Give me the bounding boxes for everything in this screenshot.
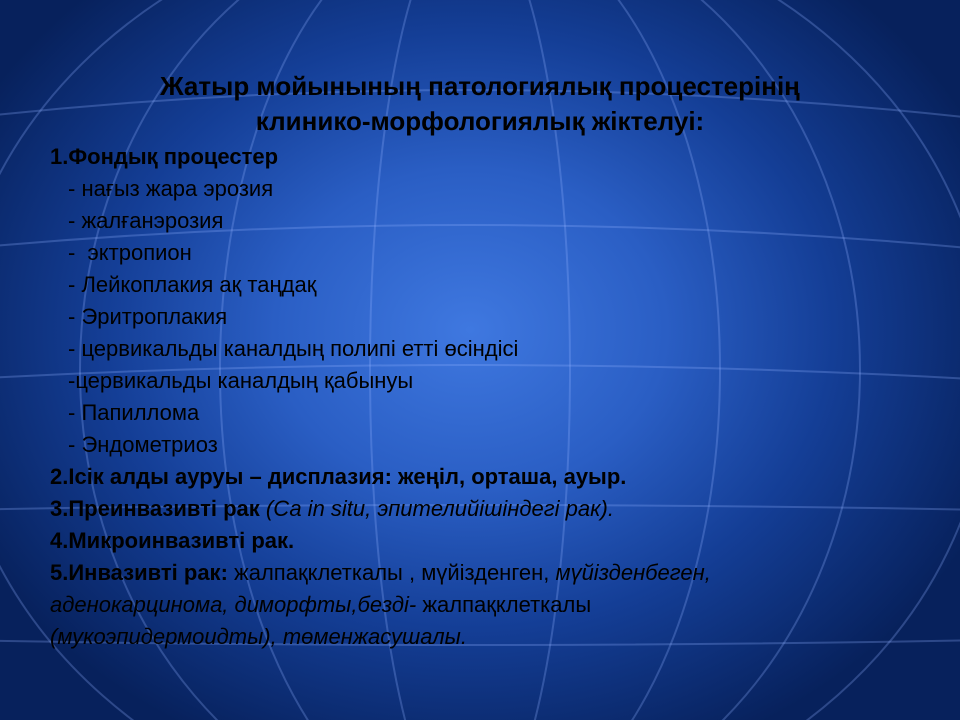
list-item: - эктропион xyxy=(68,240,192,265)
heading-3-bold: 3.Преинвазивті рак xyxy=(50,496,266,521)
list-item: -цервикальды каналдың қабынуы xyxy=(68,368,414,393)
heading-5-bold: 5.Инвазивті рак: xyxy=(50,560,235,585)
list-item: - Эндометриоз xyxy=(68,432,218,457)
list-item: - цервикальды каналдың полипі етті өсіндісі xyxy=(68,336,519,361)
list-item: - Папиллома xyxy=(68,400,200,425)
heading-5-line-2-italic: аденокарцинома, диморфты,безді- xyxy=(50,592,423,617)
list-item: - Эритроплакия xyxy=(68,304,228,329)
heading-5-line-3: (мукоэпидермоидты), төменжасушалы. xyxy=(50,624,467,649)
list-item: - жалғанэрозия xyxy=(68,208,224,233)
heading-3-italic: (Са in situ, эпителийішіндегі рак). xyxy=(265,496,614,521)
heading-3 xyxy=(50,493,614,525)
heading-5-italic: мүйізденбеген, xyxy=(555,560,711,585)
title-line-2: клинико-морфологиялық жіктелуі: xyxy=(255,106,705,136)
heading-2: 2.Ісік алды ауруы – дисплазия: жеңіл, орташа, ауыр. xyxy=(50,464,627,489)
list-item: - нағыз жара эрозия xyxy=(68,176,274,201)
heading-5-line-2 xyxy=(50,589,591,621)
heading-5-text: жалпақклеткалы , мүйізденген, xyxy=(234,560,556,585)
heading-5-line-2-text: жалпақклеткалы xyxy=(422,592,592,617)
title-line-1: Жатыр мойынының патологиялық процестерінің xyxy=(160,71,800,101)
heading-1: 1.Фондық процестер xyxy=(50,144,279,169)
heading-4: 4.Микроинвазивті рак. xyxy=(50,528,295,553)
heading-5 xyxy=(50,557,711,589)
list-item: - Лейкоплакия ақ таңдақ xyxy=(68,272,317,297)
